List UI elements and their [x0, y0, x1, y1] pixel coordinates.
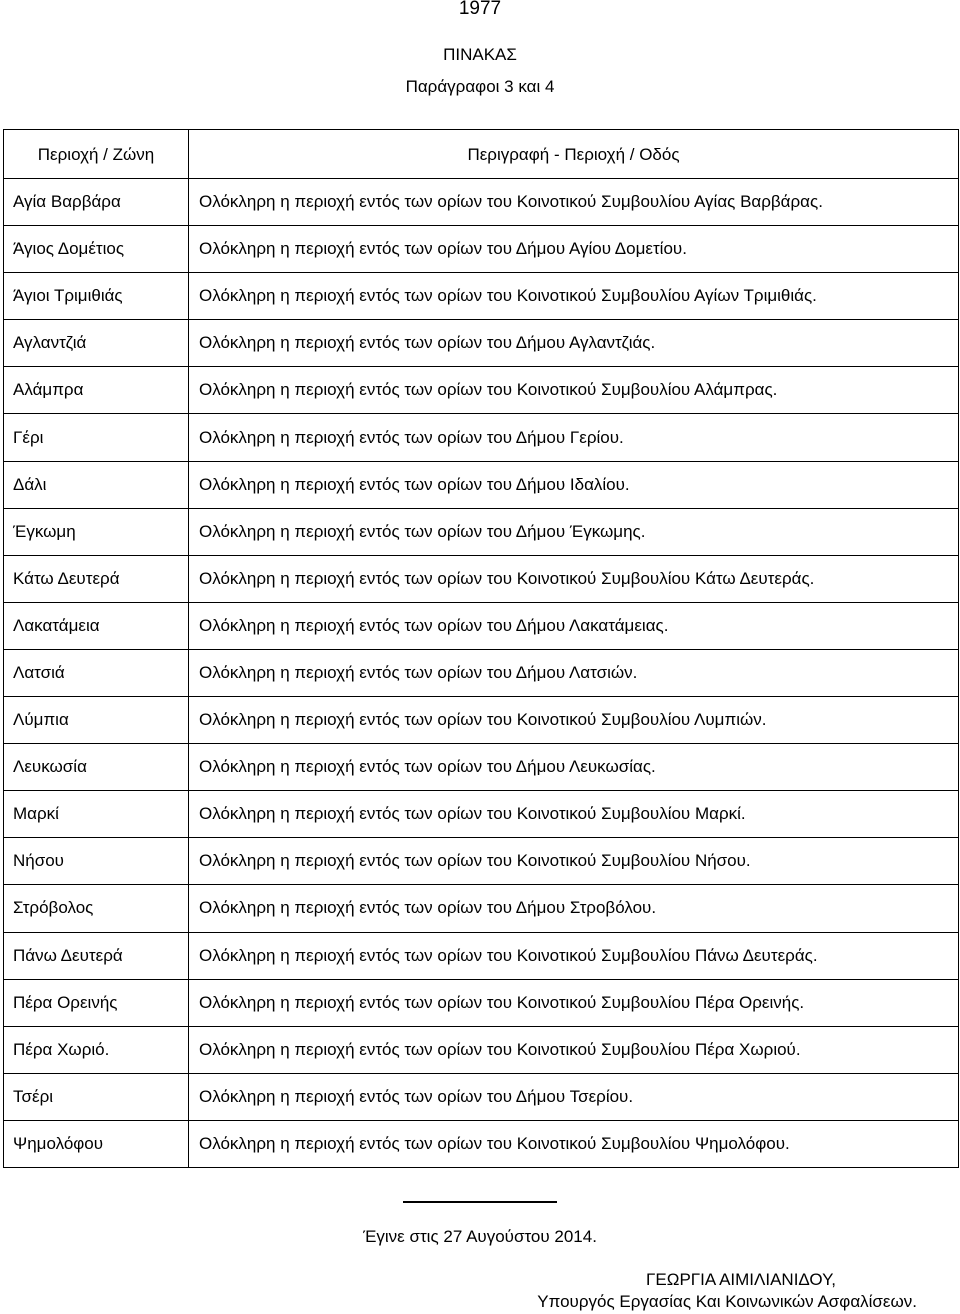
table-row	[4, 602, 959, 649]
area-cell: Λευκωσία	[4, 744, 189, 791]
area-cell: Κάτω Δευτερά	[4, 555, 189, 602]
table-row	[4, 320, 959, 367]
area-cell: Μαρκί	[4, 791, 189, 838]
description-cell: Ολόκληρη η περιοχή εντός των ορίων του Δήμου Αγίου Δομετίου.	[189, 226, 959, 273]
description-cell: Ολόκληρη η περιοχή εντός των ορίων του Δήμου Ιδαλίου.	[189, 461, 959, 508]
table-row	[4, 932, 959, 979]
table-row	[4, 744, 959, 791]
description-cell: Ολόκληρη η περιοχή εντός των ορίων του Δήμου Στροβόλου.	[189, 885, 959, 932]
column-header-area: Περιοχή / Ζώνη	[4, 130, 189, 179]
description-cell: Ολόκληρη η περιοχή εντός των ορίων του Δήμου Τσερίου.	[189, 1073, 959, 1120]
area-cell: Ψημολόφου	[4, 1120, 189, 1167]
description-cell: Ολόκληρη η περιοχή εντός των ορίων του Δήμου Λευκωσίας.	[189, 744, 959, 791]
description-cell: Ολόκληρη η περιοχή εντός των ορίων του Δήμου Λακατάμειας.	[189, 602, 959, 649]
description-cell: Ολόκληρη η περιοχή εντός των ορίων του Δήμου Αγλαντζιάς.	[189, 320, 959, 367]
area-cell: Αγλαντζιά	[4, 320, 189, 367]
date-line: Έγινε στις 27 Αυγούστου 2014.	[363, 1227, 597, 1246]
area-cell: Νήσου	[4, 838, 189, 885]
column-header-description: Περιγραφή - Περιοχή / Οδός	[189, 130, 959, 179]
description-cell: Ολόκληρη η περιοχή εντός των ορίων του Κοινοτικού Συμβουλίου Αγίας Βαρβάρας.	[189, 179, 959, 226]
area-cell: Στρόβολος	[4, 885, 189, 932]
description-cell: Ολόκληρη η περιοχή εντός των ορίων του Κοινοτικού Συμβουλίου Λυμπιών.	[189, 697, 959, 744]
table-body	[4, 179, 959, 1168]
table-header-row	[4, 130, 959, 179]
description-cell: Ολόκληρη η περιοχή εντός των ορίων του Κοινοτικού Συμβουλίου Αγίων Τριμιθιάς.	[189, 273, 959, 320]
description-cell: Ολόκληρη η περιοχή εντός των ορίων του Δήμου Λατσιών.	[189, 649, 959, 696]
table-row	[4, 555, 959, 602]
table-row	[4, 226, 959, 273]
area-cell: Άγιος Δομέτιος	[4, 226, 189, 273]
description-cell: Ολόκληρη η περιοχή εντός των ορίων του Κοινοτικού Συμβουλίου Αλάμπρας.	[189, 367, 959, 414]
area-cell: Γέρι	[4, 414, 189, 461]
description-cell: Ολόκληρη η περιοχή εντός των ορίων του Δήμου Γερίου.	[189, 414, 959, 461]
area-cell: Τσέρι	[4, 1073, 189, 1120]
description-cell: Ολόκληρη η περιοχή εντός των ορίων του Κοινοτικού Συμβουλίου Πέρα Ορεινής.	[189, 979, 959, 1026]
table-row	[4, 414, 959, 461]
table-row	[4, 1026, 959, 1073]
table-row	[4, 367, 959, 414]
description-cell: Ολόκληρη η περιοχή εντός των ορίων του Κοινοτικού Συμβουλίου Κάτω Δευτεράς.	[189, 555, 959, 602]
description-cell: Ολόκληρη η περιοχή εντός των ορίων του Κοινοτικού Συμβουλίου Πάνω Δευτεράς.	[189, 932, 959, 979]
description-cell: Ολόκληρη η περιοχή εντός των ορίων του Κοινοτικού Συμβουλίου Νήσου.	[189, 838, 959, 885]
table-row	[4, 885, 959, 932]
table-row	[4, 697, 959, 744]
area-cell: Λακατάμεια	[4, 602, 189, 649]
table-row	[4, 508, 959, 555]
zones-table	[3, 129, 959, 1168]
page-number: 1977	[458, 0, 502, 19]
area-cell: Πάνω Δευτερά	[4, 932, 189, 979]
area-cell: Λύμπια	[4, 697, 189, 744]
table-row	[4, 273, 959, 320]
table-row	[4, 979, 959, 1026]
table-row	[4, 1120, 959, 1167]
table-row	[4, 179, 959, 226]
area-cell: Άγιοι Τριμιθιάς	[4, 273, 189, 320]
description-cell: Ολόκληρη η περιοχή εντός των ορίων του Δήμου Έγκωμης.	[189, 508, 959, 555]
description-cell: Ολόκληρη η περιοχή εντός των ορίων του Κοινοτικού Συμβουλίου Ψημολόφου.	[189, 1120, 959, 1167]
area-cell: Πέρα Ορεινής	[4, 979, 189, 1026]
area-cell: Λατσιά	[4, 649, 189, 696]
page-title: ΠΙΝΑΚΑΣ	[443, 45, 517, 64]
signatory-role: Υπουργός Εργασίας Και Κοινωνικών Ασφαλίσεων.	[537, 1292, 917, 1311]
table-row	[4, 791, 959, 838]
signatory-name: ΓΕΩΡΓΙΑ ΑΙΜΙΛΙΑΝΙΔΟΥ,	[646, 1270, 836, 1289]
area-cell: Έγκωμη	[4, 508, 189, 555]
area-cell: Δάλι	[4, 461, 189, 508]
signature-divider	[403, 1201, 557, 1203]
description-cell: Ολόκληρη η περιοχή εντός των ορίων του Κοινοτικού Συμβουλίου Μαρκί.	[189, 791, 959, 838]
table-row	[4, 649, 959, 696]
table-row	[4, 1073, 959, 1120]
area-cell: Αλάμπρα	[4, 367, 189, 414]
area-cell: Πέρα Χωριό.	[4, 1026, 189, 1073]
page-subtitle: Παράγραφοι 3 και 4	[405, 77, 555, 96]
area-cell: Αγία Βαρβάρα	[4, 179, 189, 226]
description-cell: Ολόκληρη η περιοχή εντός των ορίων του Κοινοτικού Συμβουλίου Πέρα Χωριού.	[189, 1026, 959, 1073]
table-row	[4, 461, 959, 508]
table-row	[4, 838, 959, 885]
